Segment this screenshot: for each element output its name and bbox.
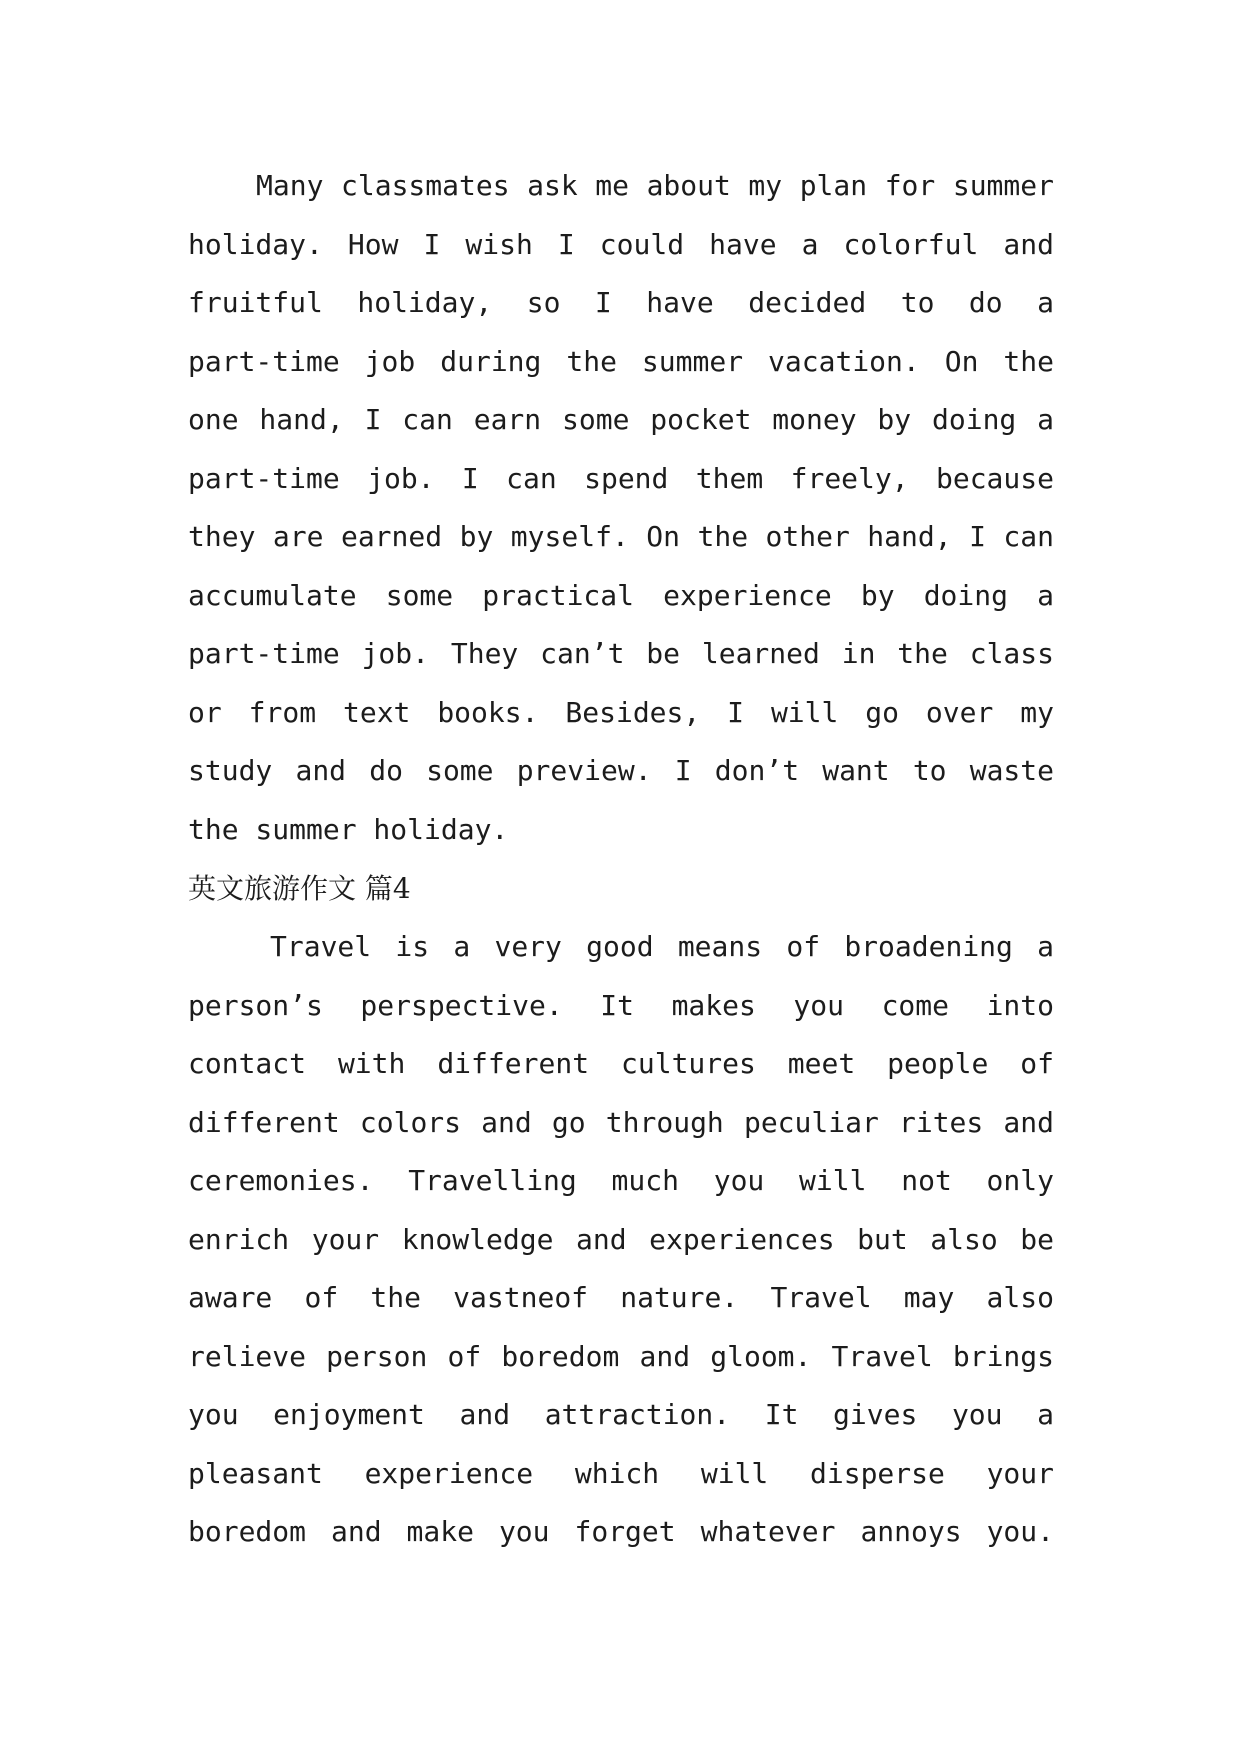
section-heading: 英文旅游作文 篇4 bbox=[188, 872, 411, 905]
paragraph-summer-plan bbox=[188, 157, 1054, 859]
paragraph-line: part-time job. I can spend them freely, because bbox=[188, 461, 1054, 495]
paragraph-line: study and do some preview. I don’t want to waste bbox=[188, 754, 1054, 787]
paragraph-line: you enjoyment and attraction. It gives you a bbox=[188, 1398, 1054, 1431]
paragraph-line: boredom and make you forget whatever annoys you. bbox=[188, 1515, 1054, 1548]
paragraph-line: ceremonies. Travelling much you will not only bbox=[188, 1164, 1054, 1197]
paragraph-line: contact with different cultures meet people of bbox=[188, 1047, 1054, 1080]
paragraph-line: different colors and go through peculiar rites and bbox=[188, 1105, 1054, 1139]
paragraph-line: they are earned by myself. On the other hand, I can bbox=[188, 520, 1054, 553]
paragraph-line: accumulate some practical experience by doing a bbox=[188, 578, 1054, 612]
paragraph-line: the summer holiday. bbox=[188, 812, 509, 846]
paragraph-line: relieve person of boredom and gloom. Travel brings bbox=[188, 1339, 1054, 1373]
paragraph-line: aware of the vastneof nature. Travel may also bbox=[188, 1281, 1054, 1314]
paragraph-line: one hand, I can earn some pocket money by doing a bbox=[188, 403, 1054, 436]
paragraph-line: or from text books. Besides, I will go over my bbox=[188, 695, 1054, 729]
paragraph-line: Travel is a very good means of broadening a bbox=[270, 930, 1054, 963]
paragraph-line: fruitful holiday, so I have decided to do a bbox=[188, 286, 1054, 319]
paragraph-line: holiday. How I wish I could have a colorful and bbox=[188, 227, 1054, 261]
paragraph-line: pleasant experience which will disperse your bbox=[188, 1456, 1054, 1490]
paragraph-line: enrich your knowledge and experiences but also be bbox=[188, 1222, 1054, 1256]
paragraph-line: person’s perspective. It makes you come into bbox=[188, 988, 1054, 1022]
paragraph-line: part-time job. They can’t be learned in the class bbox=[188, 637, 1054, 670]
paragraph-line: Many classmates ask me about my plan for summer bbox=[256, 169, 1054, 202]
paragraph-line: part-time job during the summer vacation. On the bbox=[188, 344, 1054, 378]
paragraph-travel bbox=[188, 918, 1054, 1562]
